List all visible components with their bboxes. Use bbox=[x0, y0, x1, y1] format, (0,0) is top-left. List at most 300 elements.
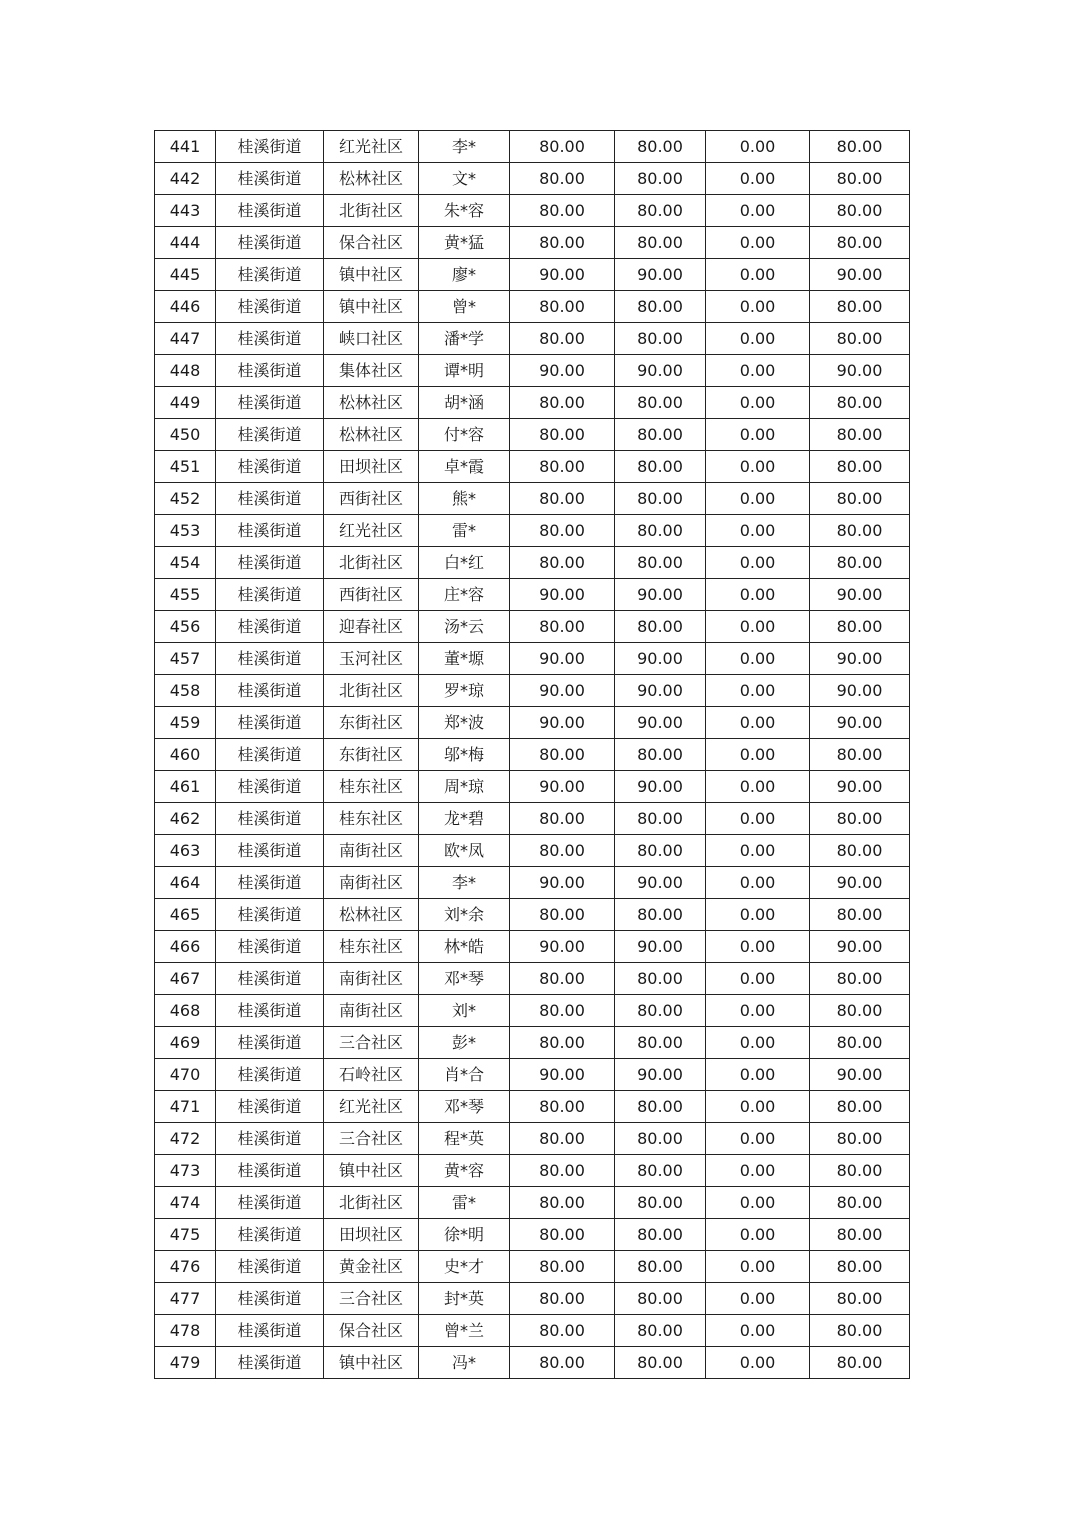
table-row bbox=[155, 1283, 910, 1315]
amount-cell-4: 90.00 bbox=[810, 579, 910, 611]
amount-cell-2: 80.00 bbox=[615, 1315, 706, 1347]
row-number-cell: 444 bbox=[155, 227, 216, 259]
amount-cell-2: 80.00 bbox=[615, 1091, 706, 1123]
community-cell: 桂东社区 bbox=[324, 803, 419, 835]
name-cell: 欧*凤 bbox=[419, 835, 510, 867]
subdistrict-cell: 桂溪街道 bbox=[216, 867, 324, 899]
amount-cell-3: 0.00 bbox=[706, 1187, 810, 1219]
amount-cell-4: 80.00 bbox=[810, 739, 910, 771]
subdistrict-cell: 桂溪街道 bbox=[216, 483, 324, 515]
community-cell: 迎春社区 bbox=[324, 611, 419, 643]
amount-cell-4: 80.00 bbox=[810, 227, 910, 259]
amount-cell-4: 80.00 bbox=[810, 547, 910, 579]
amount-cell-4: 80.00 bbox=[810, 131, 910, 163]
table-row bbox=[155, 803, 910, 835]
row-number-cell: 459 bbox=[155, 707, 216, 739]
amount-cell-2: 80.00 bbox=[615, 1123, 706, 1155]
amount-cell-1: 90.00 bbox=[510, 707, 615, 739]
amount-cell-3: 0.00 bbox=[706, 1091, 810, 1123]
amount-cell-3: 0.00 bbox=[706, 1123, 810, 1155]
table-row bbox=[155, 963, 910, 995]
amount-cell-1: 80.00 bbox=[510, 995, 615, 1027]
name-cell: 文* bbox=[419, 163, 510, 195]
amount-cell-2: 80.00 bbox=[615, 163, 706, 195]
amount-cell-2: 90.00 bbox=[615, 931, 706, 963]
amount-cell-3: 0.00 bbox=[706, 803, 810, 835]
row-number-cell: 468 bbox=[155, 995, 216, 1027]
community-cell: 三合社区 bbox=[324, 1283, 419, 1315]
name-cell: 黄*猛 bbox=[419, 227, 510, 259]
community-cell: 东街社区 bbox=[324, 739, 419, 771]
amount-cell-3: 0.00 bbox=[706, 867, 810, 899]
amount-cell-3: 0.00 bbox=[706, 1347, 810, 1379]
subdistrict-cell: 桂溪街道 bbox=[216, 899, 324, 931]
amount-cell-4: 80.00 bbox=[810, 419, 910, 451]
amount-cell-4: 80.00 bbox=[810, 515, 910, 547]
amount-cell-2: 80.00 bbox=[615, 1187, 706, 1219]
name-cell: 董*塬 bbox=[419, 643, 510, 675]
table-row bbox=[155, 323, 910, 355]
subdistrict-cell: 桂溪街道 bbox=[216, 387, 324, 419]
community-cell: 北街社区 bbox=[324, 547, 419, 579]
row-number-cell: 474 bbox=[155, 1187, 216, 1219]
amount-cell-4: 80.00 bbox=[810, 451, 910, 483]
amount-cell-2: 90.00 bbox=[615, 579, 706, 611]
amount-cell-1: 80.00 bbox=[510, 1315, 615, 1347]
subdistrict-cell: 桂溪街道 bbox=[216, 515, 324, 547]
name-cell: 白*红 bbox=[419, 547, 510, 579]
community-cell: 三合社区 bbox=[324, 1027, 419, 1059]
amount-cell-3: 0.00 bbox=[706, 131, 810, 163]
amount-cell-1: 80.00 bbox=[510, 547, 615, 579]
amount-cell-2: 80.00 bbox=[615, 451, 706, 483]
table-row bbox=[155, 579, 910, 611]
amount-cell-3: 0.00 bbox=[706, 643, 810, 675]
row-number-cell: 450 bbox=[155, 419, 216, 451]
amount-cell-2: 80.00 bbox=[615, 995, 706, 1027]
subdistrict-cell: 桂溪街道 bbox=[216, 1155, 324, 1187]
subdistrict-cell: 桂溪街道 bbox=[216, 803, 324, 835]
table-row bbox=[155, 259, 910, 291]
amount-cell-1: 90.00 bbox=[510, 259, 615, 291]
amount-cell-1: 80.00 bbox=[510, 387, 615, 419]
amount-cell-1: 90.00 bbox=[510, 867, 615, 899]
amount-cell-1: 80.00 bbox=[510, 835, 615, 867]
amount-cell-4: 80.00 bbox=[810, 899, 910, 931]
row-number-cell: 462 bbox=[155, 803, 216, 835]
community-cell: 黄金社区 bbox=[324, 1251, 419, 1283]
subdistrict-cell: 桂溪街道 bbox=[216, 195, 324, 227]
subdistrict-cell: 桂溪街道 bbox=[216, 1123, 324, 1155]
name-cell: 雷* bbox=[419, 515, 510, 547]
amount-cell-2: 80.00 bbox=[615, 963, 706, 995]
row-number-cell: 452 bbox=[155, 483, 216, 515]
amount-cell-3: 0.00 bbox=[706, 1059, 810, 1091]
row-number-cell: 469 bbox=[155, 1027, 216, 1059]
name-cell: 邓*琴 bbox=[419, 963, 510, 995]
subdistrict-cell: 桂溪街道 bbox=[216, 323, 324, 355]
subdistrict-cell: 桂溪街道 bbox=[216, 931, 324, 963]
amount-cell-2: 80.00 bbox=[615, 547, 706, 579]
amount-cell-1: 90.00 bbox=[510, 579, 615, 611]
subdistrict-cell: 桂溪街道 bbox=[216, 1219, 324, 1251]
subdistrict-cell: 桂溪街道 bbox=[216, 227, 324, 259]
amount-cell-1: 80.00 bbox=[510, 227, 615, 259]
amount-cell-2: 80.00 bbox=[615, 739, 706, 771]
amount-cell-3: 0.00 bbox=[706, 771, 810, 803]
amount-cell-4: 90.00 bbox=[810, 931, 910, 963]
amount-cell-1: 90.00 bbox=[510, 1059, 615, 1091]
amount-cell-2: 80.00 bbox=[615, 195, 706, 227]
table-row bbox=[155, 643, 910, 675]
amount-cell-2: 80.00 bbox=[615, 1219, 706, 1251]
name-cell: 庄*容 bbox=[419, 579, 510, 611]
community-cell: 南街社区 bbox=[324, 995, 419, 1027]
community-cell: 镇中社区 bbox=[324, 1155, 419, 1187]
table-row bbox=[155, 387, 910, 419]
name-cell: 刘*余 bbox=[419, 899, 510, 931]
amount-cell-3: 0.00 bbox=[706, 451, 810, 483]
amount-cell-4: 90.00 bbox=[810, 1059, 910, 1091]
amount-cell-4: 80.00 bbox=[810, 835, 910, 867]
row-number-cell: 461 bbox=[155, 771, 216, 803]
name-cell: 刘* bbox=[419, 995, 510, 1027]
table-row bbox=[155, 163, 910, 195]
table-row bbox=[155, 1091, 910, 1123]
row-number-cell: 477 bbox=[155, 1283, 216, 1315]
subdistrict-cell: 桂溪街道 bbox=[216, 1027, 324, 1059]
row-number-cell: 445 bbox=[155, 259, 216, 291]
amount-cell-4: 80.00 bbox=[810, 611, 910, 643]
table-row bbox=[155, 291, 910, 323]
amount-cell-2: 80.00 bbox=[615, 483, 706, 515]
table-row bbox=[155, 419, 910, 451]
amount-cell-1: 80.00 bbox=[510, 1347, 615, 1379]
row-number-cell: 456 bbox=[155, 611, 216, 643]
amount-cell-4: 90.00 bbox=[810, 675, 910, 707]
name-cell: 廖* bbox=[419, 259, 510, 291]
table-row bbox=[155, 867, 910, 899]
name-cell: 雷* bbox=[419, 1187, 510, 1219]
table-row bbox=[155, 675, 910, 707]
amount-cell-2: 90.00 bbox=[615, 1059, 706, 1091]
community-cell: 田坝社区 bbox=[324, 1219, 419, 1251]
amount-cell-1: 80.00 bbox=[510, 1251, 615, 1283]
amount-cell-4: 90.00 bbox=[810, 867, 910, 899]
amount-cell-3: 0.00 bbox=[706, 547, 810, 579]
amount-cell-1: 80.00 bbox=[510, 899, 615, 931]
row-number-cell: 466 bbox=[155, 931, 216, 963]
name-cell: 胡*涵 bbox=[419, 387, 510, 419]
subdistrict-cell: 桂溪街道 bbox=[216, 611, 324, 643]
table-row bbox=[155, 515, 910, 547]
roster-table-body bbox=[155, 131, 910, 1379]
amount-cell-1: 90.00 bbox=[510, 931, 615, 963]
table-row bbox=[155, 899, 910, 931]
amount-cell-1: 80.00 bbox=[510, 195, 615, 227]
amount-cell-4: 80.00 bbox=[810, 995, 910, 1027]
amount-cell-2: 80.00 bbox=[615, 419, 706, 451]
table-row bbox=[155, 1027, 910, 1059]
row-number-cell: 443 bbox=[155, 195, 216, 227]
table-row bbox=[155, 1155, 910, 1187]
community-cell: 峡口社区 bbox=[324, 323, 419, 355]
table-row bbox=[155, 1315, 910, 1347]
amount-cell-3: 0.00 bbox=[706, 931, 810, 963]
community-cell: 保合社区 bbox=[324, 227, 419, 259]
amount-cell-4: 80.00 bbox=[810, 1091, 910, 1123]
amount-cell-1: 80.00 bbox=[510, 1123, 615, 1155]
name-cell: 卓*霞 bbox=[419, 451, 510, 483]
amount-cell-3: 0.00 bbox=[706, 1315, 810, 1347]
amount-cell-2: 90.00 bbox=[615, 771, 706, 803]
name-cell: 曾*兰 bbox=[419, 1315, 510, 1347]
name-cell: 付*容 bbox=[419, 419, 510, 451]
amount-cell-1: 80.00 bbox=[510, 483, 615, 515]
table-row bbox=[155, 1219, 910, 1251]
amount-cell-4: 90.00 bbox=[810, 355, 910, 387]
table-row bbox=[155, 1059, 910, 1091]
amount-cell-3: 0.00 bbox=[706, 707, 810, 739]
table-row bbox=[155, 131, 910, 163]
amount-cell-4: 80.00 bbox=[810, 1251, 910, 1283]
amount-cell-2: 80.00 bbox=[615, 803, 706, 835]
amount-cell-2: 80.00 bbox=[615, 1027, 706, 1059]
community-cell: 三合社区 bbox=[324, 1123, 419, 1155]
amount-cell-4: 80.00 bbox=[810, 1219, 910, 1251]
community-cell: 镇中社区 bbox=[324, 1347, 419, 1379]
amount-cell-4: 80.00 bbox=[810, 323, 910, 355]
subdistrict-cell: 桂溪街道 bbox=[216, 1315, 324, 1347]
row-number-cell: 441 bbox=[155, 131, 216, 163]
amount-cell-3: 0.00 bbox=[706, 355, 810, 387]
amount-cell-2: 80.00 bbox=[615, 515, 706, 547]
row-number-cell: 479 bbox=[155, 1347, 216, 1379]
subdistrict-cell: 桂溪街道 bbox=[216, 1251, 324, 1283]
amount-cell-2: 80.00 bbox=[615, 835, 706, 867]
amount-cell-1: 80.00 bbox=[510, 1219, 615, 1251]
amount-cell-3: 0.00 bbox=[706, 963, 810, 995]
amount-cell-1: 80.00 bbox=[510, 131, 615, 163]
amount-cell-4: 80.00 bbox=[810, 1187, 910, 1219]
amount-cell-3: 0.00 bbox=[706, 579, 810, 611]
table-row bbox=[155, 1187, 910, 1219]
row-number-cell: 448 bbox=[155, 355, 216, 387]
amount-cell-1: 80.00 bbox=[510, 1091, 615, 1123]
row-number-cell: 465 bbox=[155, 899, 216, 931]
subdistrict-cell: 桂溪街道 bbox=[216, 291, 324, 323]
amount-cell-3: 0.00 bbox=[706, 419, 810, 451]
amount-cell-2: 80.00 bbox=[615, 611, 706, 643]
subdistrict-cell: 桂溪街道 bbox=[216, 1187, 324, 1219]
subdistrict-cell: 桂溪街道 bbox=[216, 1059, 324, 1091]
row-number-cell: 442 bbox=[155, 163, 216, 195]
subdistrict-cell: 桂溪街道 bbox=[216, 163, 324, 195]
subdistrict-cell: 桂溪街道 bbox=[216, 547, 324, 579]
amount-cell-4: 90.00 bbox=[810, 643, 910, 675]
amount-cell-3: 0.00 bbox=[706, 1251, 810, 1283]
community-cell: 南街社区 bbox=[324, 867, 419, 899]
subdistrict-cell: 桂溪街道 bbox=[216, 771, 324, 803]
community-cell: 镇中社区 bbox=[324, 259, 419, 291]
amount-cell-3: 0.00 bbox=[706, 259, 810, 291]
amount-cell-3: 0.00 bbox=[706, 195, 810, 227]
table-row bbox=[155, 611, 910, 643]
amount-cell-4: 80.00 bbox=[810, 483, 910, 515]
community-cell: 桂东社区 bbox=[324, 771, 419, 803]
amount-cell-2: 80.00 bbox=[615, 1155, 706, 1187]
community-cell: 红光社区 bbox=[324, 1091, 419, 1123]
amount-cell-1: 80.00 bbox=[510, 451, 615, 483]
amount-cell-3: 0.00 bbox=[706, 515, 810, 547]
community-cell: 松林社区 bbox=[324, 387, 419, 419]
row-number-cell: 457 bbox=[155, 643, 216, 675]
name-cell: 黄*容 bbox=[419, 1155, 510, 1187]
subdistrict-cell: 桂溪街道 bbox=[216, 419, 324, 451]
name-cell: 徐*明 bbox=[419, 1219, 510, 1251]
table-row bbox=[155, 1123, 910, 1155]
row-number-cell: 458 bbox=[155, 675, 216, 707]
amount-cell-2: 80.00 bbox=[615, 1283, 706, 1315]
amount-cell-4: 80.00 bbox=[810, 1123, 910, 1155]
table-row bbox=[155, 931, 910, 963]
subdistrict-cell: 桂溪街道 bbox=[216, 1091, 324, 1123]
name-cell: 曾* bbox=[419, 291, 510, 323]
name-cell: 熊* bbox=[419, 483, 510, 515]
amount-cell-4: 80.00 bbox=[810, 291, 910, 323]
amount-cell-2: 90.00 bbox=[615, 867, 706, 899]
community-cell: 镇中社区 bbox=[324, 291, 419, 323]
subdistrict-cell: 桂溪街道 bbox=[216, 131, 324, 163]
community-cell: 石岭社区 bbox=[324, 1059, 419, 1091]
subdistrict-cell: 桂溪街道 bbox=[216, 451, 324, 483]
name-cell: 彭* bbox=[419, 1027, 510, 1059]
amount-cell-1: 80.00 bbox=[510, 291, 615, 323]
amount-cell-2: 90.00 bbox=[615, 259, 706, 291]
amount-cell-3: 0.00 bbox=[706, 835, 810, 867]
amount-cell-2: 80.00 bbox=[615, 899, 706, 931]
name-cell: 谭*明 bbox=[419, 355, 510, 387]
amount-cell-1: 80.00 bbox=[510, 163, 615, 195]
amount-cell-3: 0.00 bbox=[706, 611, 810, 643]
amount-cell-4: 80.00 bbox=[810, 1283, 910, 1315]
name-cell: 龙*碧 bbox=[419, 803, 510, 835]
amount-cell-3: 0.00 bbox=[706, 483, 810, 515]
row-number-cell: 475 bbox=[155, 1219, 216, 1251]
name-cell: 郑*波 bbox=[419, 707, 510, 739]
amount-cell-1: 80.00 bbox=[510, 739, 615, 771]
row-number-cell: 451 bbox=[155, 451, 216, 483]
row-number-cell: 453 bbox=[155, 515, 216, 547]
community-cell: 西街社区 bbox=[324, 483, 419, 515]
amount-cell-3: 0.00 bbox=[706, 1155, 810, 1187]
name-cell: 封*英 bbox=[419, 1283, 510, 1315]
amount-cell-3: 0.00 bbox=[706, 995, 810, 1027]
table-row bbox=[155, 451, 910, 483]
amount-cell-4: 80.00 bbox=[810, 963, 910, 995]
amount-cell-4: 80.00 bbox=[810, 387, 910, 419]
amount-cell-1: 90.00 bbox=[510, 675, 615, 707]
amount-cell-2: 80.00 bbox=[615, 1347, 706, 1379]
amount-cell-4: 80.00 bbox=[810, 803, 910, 835]
subdistrict-cell: 桂溪街道 bbox=[216, 739, 324, 771]
amount-cell-1: 90.00 bbox=[510, 355, 615, 387]
amount-cell-2: 90.00 bbox=[615, 707, 706, 739]
row-number-cell: 471 bbox=[155, 1091, 216, 1123]
subdistrict-cell: 桂溪街道 bbox=[216, 675, 324, 707]
amount-cell-2: 80.00 bbox=[615, 291, 706, 323]
row-number-cell: 454 bbox=[155, 547, 216, 579]
amount-cell-2: 80.00 bbox=[615, 227, 706, 259]
community-cell: 集体社区 bbox=[324, 355, 419, 387]
amount-cell-1: 80.00 bbox=[510, 963, 615, 995]
community-cell: 松林社区 bbox=[324, 899, 419, 931]
row-number-cell: 473 bbox=[155, 1155, 216, 1187]
community-cell: 红光社区 bbox=[324, 131, 419, 163]
amount-cell-1: 80.00 bbox=[510, 419, 615, 451]
amount-cell-4: 80.00 bbox=[810, 163, 910, 195]
amount-cell-1: 80.00 bbox=[510, 323, 615, 355]
community-cell: 北街社区 bbox=[324, 195, 419, 227]
amount-cell-4: 90.00 bbox=[810, 707, 910, 739]
roster-table bbox=[154, 130, 910, 1379]
amount-cell-1: 90.00 bbox=[510, 771, 615, 803]
table-row bbox=[155, 1251, 910, 1283]
row-number-cell: 446 bbox=[155, 291, 216, 323]
table-row bbox=[155, 707, 910, 739]
name-cell: 朱*容 bbox=[419, 195, 510, 227]
amount-cell-4: 80.00 bbox=[810, 1027, 910, 1059]
amount-cell-1: 80.00 bbox=[510, 1027, 615, 1059]
subdistrict-cell: 桂溪街道 bbox=[216, 259, 324, 291]
amount-cell-3: 0.00 bbox=[706, 387, 810, 419]
amount-cell-3: 0.00 bbox=[706, 675, 810, 707]
subdistrict-cell: 桂溪街道 bbox=[216, 963, 324, 995]
amount-cell-4: 80.00 bbox=[810, 195, 910, 227]
name-cell: 李* bbox=[419, 131, 510, 163]
subdistrict-cell: 桂溪街道 bbox=[216, 1347, 324, 1379]
community-cell: 田坝社区 bbox=[324, 451, 419, 483]
row-number-cell: 467 bbox=[155, 963, 216, 995]
amount-cell-2: 90.00 bbox=[615, 355, 706, 387]
community-cell: 红光社区 bbox=[324, 515, 419, 547]
table-row bbox=[155, 771, 910, 803]
row-number-cell: 470 bbox=[155, 1059, 216, 1091]
amount-cell-3: 0.00 bbox=[706, 1027, 810, 1059]
community-cell: 松林社区 bbox=[324, 419, 419, 451]
subdistrict-cell: 桂溪街道 bbox=[216, 355, 324, 387]
amount-cell-2: 80.00 bbox=[615, 323, 706, 355]
amount-cell-4: 80.00 bbox=[810, 1347, 910, 1379]
community-cell: 东街社区 bbox=[324, 707, 419, 739]
subdistrict-cell: 桂溪街道 bbox=[216, 1283, 324, 1315]
table-row bbox=[155, 739, 910, 771]
subdistrict-cell: 桂溪街道 bbox=[216, 579, 324, 611]
amount-cell-1: 80.00 bbox=[510, 515, 615, 547]
name-cell: 史*才 bbox=[419, 1251, 510, 1283]
amount-cell-3: 0.00 bbox=[706, 291, 810, 323]
table-row bbox=[155, 835, 910, 867]
name-cell: 肖*合 bbox=[419, 1059, 510, 1091]
name-cell: 周*琼 bbox=[419, 771, 510, 803]
amount-cell-3: 0.00 bbox=[706, 323, 810, 355]
name-cell: 罗*琼 bbox=[419, 675, 510, 707]
name-cell: 林*皓 bbox=[419, 931, 510, 963]
amount-cell-3: 0.00 bbox=[706, 1219, 810, 1251]
subdistrict-cell: 桂溪街道 bbox=[216, 643, 324, 675]
subdistrict-cell: 桂溪街道 bbox=[216, 835, 324, 867]
amount-cell-2: 90.00 bbox=[615, 643, 706, 675]
